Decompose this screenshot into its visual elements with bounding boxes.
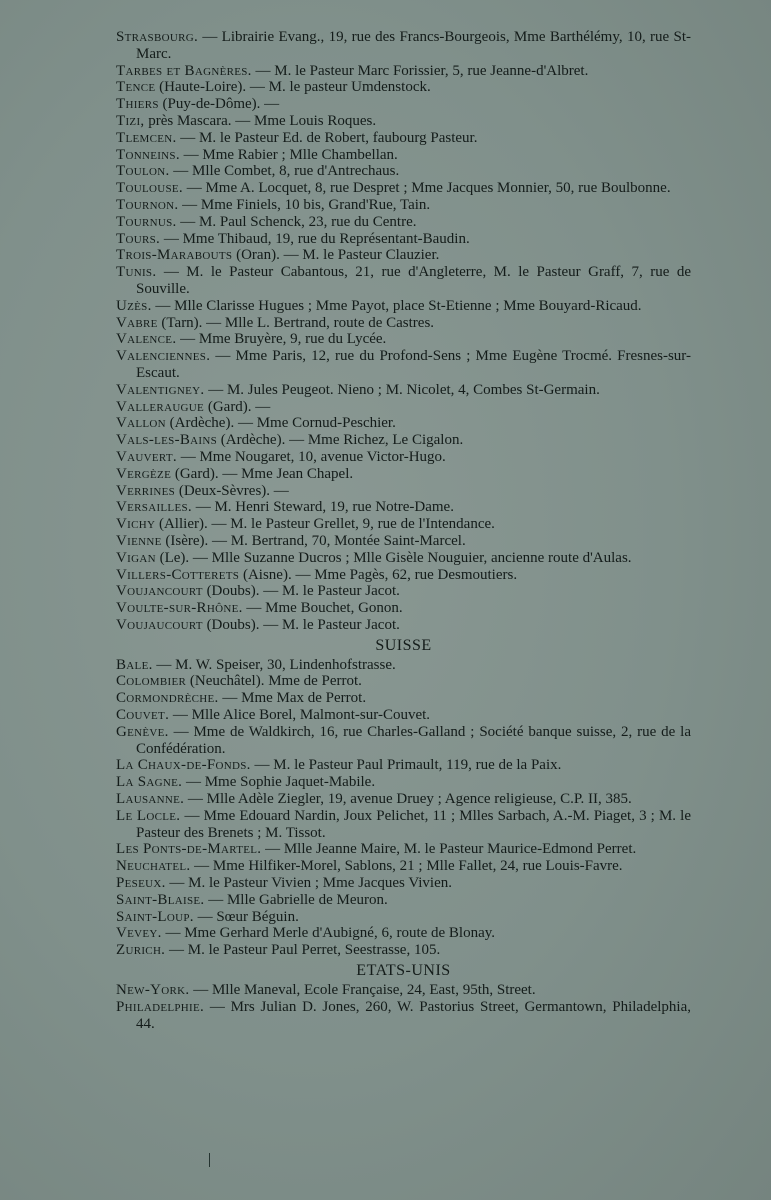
directory-entry (116, 909, 691, 926)
entry-place: Tunis. (116, 264, 157, 281)
entry-details: — Mrs Julian D. Jones, 260, W. Pastorius Street, Germantown, Philadelphia, 44. (136, 998, 691, 1032)
entry-details: — M. Jules Peugeot. Nieno ; M. Nicolet, 4, Combes St-Germain. (204, 381, 600, 398)
entry-place: Vals-les-Bains (116, 432, 218, 449)
entry-place: Saint-Blaise. (116, 891, 205, 908)
entry-details: — Librairie Evang., 19, rue des Francs-Bourgeois, Mme Barthélémy, 10, rue St-Marc. (136, 29, 691, 62)
entry-details: — M. W. Speiser, 30, Lindenhofstrasse. (152, 656, 396, 673)
directory-entry (116, 264, 691, 298)
entry-place: Tournon. (116, 196, 179, 213)
directory-entry (116, 331, 691, 348)
entry-details: (Isère). — M. Bertrand, 70, Montée Saint-Marcel. (161, 532, 466, 549)
entry-place: Tours. (116, 230, 161, 247)
directory-entry (116, 583, 691, 600)
entry-place: La Sagne. (116, 774, 183, 791)
entry-details: — M. le Pasteur Ed. de Robert, faubourg Pasteur. (176, 129, 478, 146)
entry-place: Vergèze (116, 465, 172, 482)
stray-mark (209, 1153, 210, 1167)
section-heading-etats-unis: ETATS-UNIS (356, 962, 451, 980)
entry-place: Valleraugue (116, 398, 205, 415)
entry-place: Thiers (116, 96, 159, 113)
directory-column (116, 29, 691, 1032)
directory-entry (116, 516, 691, 533)
directory-entry (116, 757, 691, 774)
directory-entry (116, 63, 691, 80)
directory-entry (116, 315, 691, 332)
directory-entry (116, 163, 691, 180)
entry-place: La Chaux-de-Fonds. (116, 757, 251, 774)
entry-details: (Le). — Mlle Suzanne Ducros ; Mlle Gisèle Nouguier, ancienne route d'Aulas. (155, 549, 632, 566)
directory-entry (116, 600, 691, 617)
entry-place: Valence. (116, 331, 177, 348)
entry-place: Voujancourt (116, 583, 203, 600)
directory-entry (116, 29, 691, 63)
directory-entry (116, 113, 691, 130)
directory-entry (116, 214, 691, 231)
directory-entry (116, 841, 691, 858)
directory-entry (116, 774, 691, 791)
entry-place: Valentigney. (116, 381, 205, 398)
entry-place: Strasbourg. (116, 29, 199, 45)
entry-details: — M. le Pasteur Cabantous, 21, rue d'Angleterre, M. le Pasteur Graff, 7, rue de Souville. (136, 264, 691, 297)
entry-details: (Ardèche). — Mme Richez, Le Cigalon. (217, 432, 464, 449)
section-suisse (116, 657, 691, 959)
entry-details: (Neuchâtel). Mme de Perrot. (186, 673, 362, 690)
directory-entry (116, 942, 691, 959)
directory-entry (116, 96, 691, 113)
entry-details: — M. le Pasteur Marc Forissier, 5, rue Jeanne-d'Albret. (251, 62, 589, 79)
entry-place: Verrines (116, 482, 176, 499)
directory-entry (116, 197, 691, 214)
directory-entry (116, 382, 691, 399)
entry-details: — Mme Edouard Nardin, Joux Pelichet, 11 ; Mlles Sarbach, A.-M. Piaget, 3 ; M. le Pasteur des Brenets ; M. Tissot. (136, 807, 691, 841)
entry-details: — Mme Finiels, 10 bis, Grand'Rue, Tain. (178, 196, 431, 213)
entry-details: (Doubs). — M. le Pasteur Jacot. (202, 616, 400, 633)
entry-place: Saint-Loup. (116, 908, 194, 925)
entry-details: — Mme Hilfiker-Morel, Sablons, 21 ; Mlle Fallet, 24, rue Louis-Favre. (190, 858, 623, 875)
directory-entry (116, 231, 691, 248)
entry-place: Uzès. (116, 297, 152, 314)
entry-place: Tournus. (116, 213, 177, 230)
entry-place: Vallon (116, 415, 166, 432)
entry-place: Les Ponts-de-Martel. (116, 841, 262, 858)
directory-entry (116, 533, 691, 550)
entry-details: — Mme Thibaud, 19, rue du Représentant-Baudin. (160, 230, 470, 247)
directory-entry (116, 707, 691, 724)
directory-entry (116, 617, 691, 634)
entry-details: — Mme A. Locquet, 8, rue Despret ; Mme Jacques Monnier, 50, rue Boulbonne. (182, 180, 671, 197)
directory-entry (116, 657, 691, 674)
directory-entry (116, 808, 691, 842)
directory-entry (116, 499, 691, 516)
entry-place: Versailles. (116, 499, 192, 516)
directory-entry (116, 567, 691, 584)
directory-entry (116, 483, 691, 500)
entry-details: — Mlle Clarisse Hugues ; Mme Payot, place St-Etienne ; Mme Bouyard-Ricaud. (151, 297, 642, 314)
entry-place: New-York. (116, 982, 190, 999)
entry-place: Toulon. (116, 163, 170, 180)
directory-entry (116, 449, 691, 466)
entry-details: (Puy-de-Dôme). — (158, 96, 280, 113)
directory-entry (116, 999, 691, 1033)
directory-entry (116, 550, 691, 567)
directory-entry (116, 415, 691, 432)
entry-place: Vienne (116, 532, 162, 549)
directory-entry (116, 892, 691, 909)
entry-details: — Mlle Alice Borel, Malmont-sur-Couvet. (169, 707, 431, 724)
directory-entry (116, 673, 691, 690)
entry-details: — Mlle Gabrielle de Meuron. (204, 891, 388, 908)
entry-details: (Oran). — M. le Pasteur Clauzier. (232, 247, 440, 264)
entry-place: Tlemcen. (116, 129, 177, 146)
entry-details: — Mlle Combet, 8, rue d'Antrechaus. (169, 163, 400, 180)
entry-details: — M. Paul Schenck, 23, rue du Centre. (176, 213, 417, 230)
entry-details: (Doubs). — M. le Pasteur Jacot. (202, 583, 400, 600)
entry-details: — Mme Rabier ; Mlle Chambellan. (179, 146, 398, 163)
entry-place: Tarbes et Bagnères. (116, 62, 252, 79)
directory-entry (116, 690, 691, 707)
entry-details: près Mascara. — Mme Louis Roques. (144, 112, 377, 129)
entry-place: Villers-Cotterets (116, 566, 240, 583)
entry-details: (Tarn). — Mlle L. Bertrand, route de Castres. (157, 314, 435, 331)
directory-entry (116, 982, 691, 999)
entry-details: — M. Henri Steward, 19, rue Notre-Dame. (191, 499, 454, 516)
entry-details: — Mlle Maneval, Ecole Française, 24, East, 95th, Street. (189, 982, 536, 999)
entry-place: Tonneins. (116, 146, 180, 163)
entry-details: — M. le Pasteur Paul Primault, 119, rue de la Paix. (250, 757, 562, 774)
entry-place: Cormondrèche. (116, 690, 219, 707)
directory-entry (116, 399, 691, 416)
entry-place: Philadelphie. (116, 998, 205, 1015)
entry-details: (Ardèche). — Mme Cornud-Peschier. (165, 415, 396, 432)
entry-details: — Mme Nougaret, 10, avenue Victor-Hugo. (176, 448, 446, 465)
entry-place: Valenciennes. (116, 348, 211, 365)
entry-place: Le Locle. (116, 807, 181, 824)
entry-place: Couvet. (116, 707, 170, 724)
entry-details: — Mlle Adèle Ziegler, 19, avenue Druey ; Agence religieuse, C.P. II, 385. (184, 791, 632, 808)
entry-details: — Mme Bouchet, Gonon. (242, 600, 403, 617)
section-etats-unis (116, 982, 691, 1032)
entry-details: — Mme Gerhard Merle d'Aubigné, 6, route de Blonay. (161, 925, 496, 942)
directory-entry (116, 147, 691, 164)
directory-entry (116, 466, 691, 483)
section-heading-suisse: SUISSE (375, 636, 432, 654)
entry-place: Colombier (116, 673, 187, 690)
entry-place: Neuchatel. (116, 858, 191, 875)
entry-place: Tizi, (116, 112, 145, 129)
directory-entry (116, 724, 691, 758)
entry-place: Toulouse. (116, 180, 183, 197)
entry-place: Vabre (116, 314, 158, 331)
directory-entry (116, 432, 691, 449)
entry-details: — Mme de Waldkirch, 16, rue Charles-Galland ; Société banque suisse, 2, rue de la Confédération. (136, 723, 691, 757)
entry-place: Vichy (116, 516, 156, 533)
entry-place: Voujaucourt (116, 616, 203, 633)
entry-place: Vauvert. (116, 448, 177, 465)
entry-details: — Mme Sophie Jaquet-Mabile. (182, 774, 376, 791)
entry-details: (Gard). — (204, 398, 271, 415)
entry-place: Genève. (116, 723, 169, 740)
entry-place: Bale. (116, 656, 153, 673)
entry-place: Peseux. (116, 875, 166, 892)
directory-entry (116, 247, 691, 264)
entry-details: — M. le Pasteur Paul Perret, Seestrasse, 105. (165, 942, 441, 959)
entry-details: (Haute-Loire). — M. le pasteur Umdenstock. (155, 79, 431, 96)
entry-details: (Gard). — Mme Jean Chapel. (171, 465, 354, 482)
entry-place: Voulte-sur-Rhône. (116, 600, 243, 617)
directory-entry (116, 180, 691, 197)
section-france-continued (116, 29, 691, 634)
entry-details: (Deux-Sèvres). — (175, 482, 289, 499)
directory-entry (116, 130, 691, 147)
entry-place: Tence (116, 79, 156, 96)
directory-entry (116, 925, 691, 942)
entry-place: Vevey. (116, 925, 162, 942)
entry-details: — M. le Pasteur Vivien ; Mme Jacques Vivien. (165, 875, 452, 892)
entry-place: Trois-Marabouts (116, 247, 233, 264)
entry-details: — Mlle Jeanne Maire, M. le Pasteur Maurice-Edmond Perret. (261, 841, 637, 858)
directory-entry (116, 858, 691, 875)
entry-place: Zurich. (116, 942, 166, 959)
entry-details: (Aisne). — Mme Pagès, 62, rue Desmoutiers. (239, 566, 518, 583)
directory-entry (116, 79, 691, 96)
directory-entry (116, 348, 691, 382)
entry-place: Lausanne. (116, 791, 185, 808)
entry-details: — Sœur Béguin. (193, 908, 299, 925)
entry-place: Vigan (116, 549, 156, 566)
directory-entry (116, 875, 691, 892)
entry-details: (Allier). — M. le Pasteur Grellet, 9, rue de l'Intendance. (155, 516, 495, 533)
directory-entry (116, 791, 691, 808)
entry-details: — Mme Bruyère, 9, rue du Lycée. (176, 331, 387, 348)
directory-entry (116, 298, 691, 315)
entry-details: — Mme Paris, 12, rue du Profond-Sens ; Mme Eugène Trocmé. Fresnes-sur-Escaut. (136, 348, 691, 381)
entry-details: — Mme Max de Perrot. (218, 690, 367, 707)
